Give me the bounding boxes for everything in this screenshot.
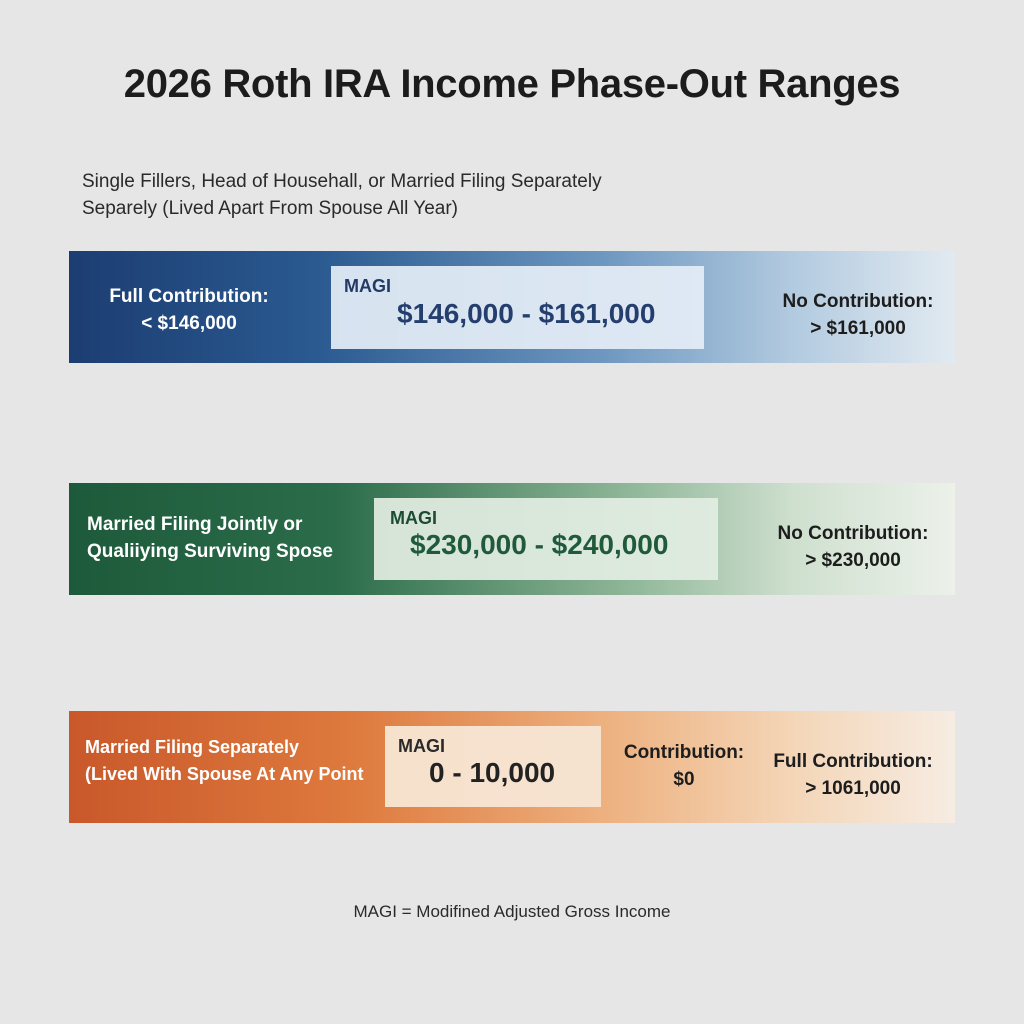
full-contribution-title: Full Contribution: <box>109 286 269 307</box>
magi-range-value: 0 - 10,000 <box>429 757 556 788</box>
filing-status-line-2: (Lived With Spouse At Any Point <box>85 764 364 784</box>
no-contribution-label <box>769 288 947 342</box>
filing-status-line-1: Married Filing Separately <box>85 737 300 757</box>
magi-range-box <box>374 498 718 580</box>
band-married-jointly <box>69 483 955 595</box>
no-contribution-title: No Contribution: <box>782 291 934 312</box>
full-contribution-threshold: < $146,000 <box>141 313 237 334</box>
full-contribution-label <box>764 748 942 802</box>
magi-label: MAGI <box>344 276 391 296</box>
no-contribution-threshold: > $230,000 <box>805 550 901 571</box>
subtitle-line-1: Single Fillers, Head of Househall, or Married Filing Separately <box>82 171 602 192</box>
contribution-amount: $0 <box>673 769 695 790</box>
magi-range-box <box>385 726 601 807</box>
no-contribution-title: No Contribution: <box>777 523 929 544</box>
full-contribution-label <box>84 283 294 337</box>
contribution-zero-label <box>609 739 759 793</box>
filing-status-label <box>87 511 333 565</box>
filing-status-line-1: Married Filing Jointly or <box>87 514 303 535</box>
subtitle-line-2: Separely (Lived Apart From Spouse All Year) <box>82 198 458 219</box>
footnote: MAGI = Modifined Adjusted Gross Income <box>353 902 671 921</box>
subtitle <box>82 168 782 222</box>
magi-label: MAGI <box>390 508 437 528</box>
magi-range-value: $230,000 - $240,000 <box>410 529 669 560</box>
magi-label: MAGI <box>398 736 445 756</box>
band-married-separately <box>69 711 955 823</box>
page-title: 2026 Roth IRA Income Phase-Out Ranges <box>123 62 901 106</box>
magi-range-box <box>331 266 704 349</box>
filing-status-label <box>85 734 364 788</box>
filing-status-line-2: Qualiiying Surviving Spose <box>87 541 333 562</box>
magi-range-value: $146,000 - $161,000 <box>397 298 656 329</box>
band-single-filers <box>69 251 955 363</box>
no-contribution-label <box>764 520 942 574</box>
no-contribution-threshold: > $161,000 <box>810 318 906 339</box>
contribution-title: Contribution: <box>623 742 745 763</box>
full-contribution-title: Full Contribution: <box>773 751 933 772</box>
full-contribution-threshold: > 1061,000 <box>805 778 901 799</box>
